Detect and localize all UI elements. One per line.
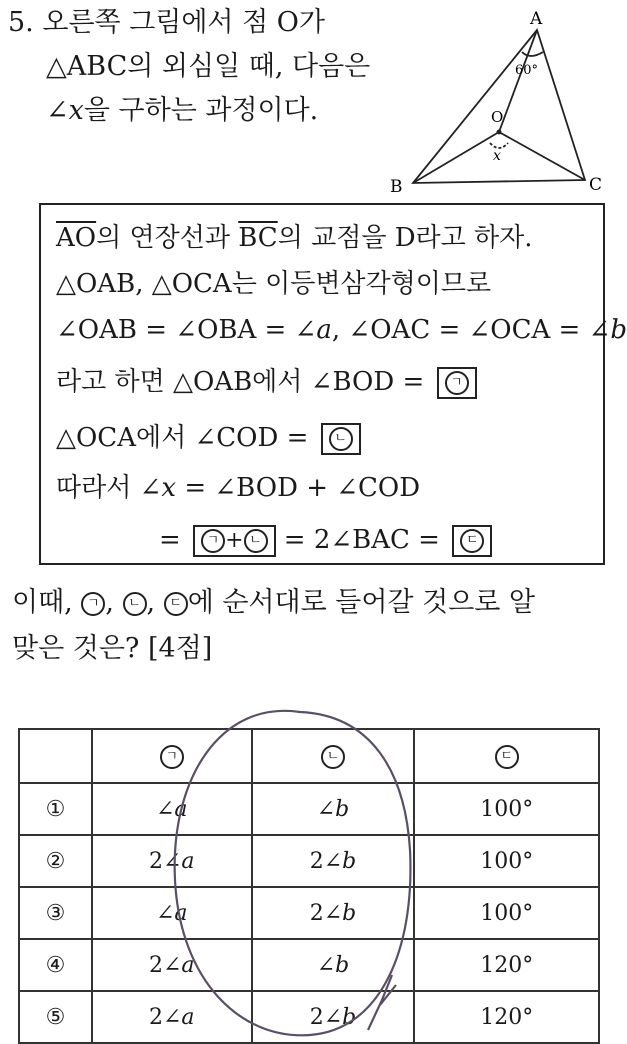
header-cell-3 [414,729,599,783]
var-a: a [174,900,188,926]
proof-text: 따라서 ∠ [56,473,162,503]
var-b: b [335,796,350,822]
circled-mark-2: ㄴ [123,592,147,616]
table-header-row [19,729,599,783]
choice-col-1 [92,991,252,1043]
label-o: O [491,108,504,126]
answer-box-3 [452,525,492,557]
var-b: b [335,952,350,978]
answer-box-sum [193,525,275,557]
question-number: 5. [8,7,34,38]
var-a: a [316,315,332,345]
choice-col-3: 100° [414,887,599,939]
circled-mark-3: ㄷ [460,529,484,553]
segment-ao [499,30,537,132]
cell-text: ∠ [316,952,336,978]
circled-mark-3: ㄷ [164,592,188,616]
proof-line-2: △OAB, △OCA는 이등변삼각형이므로 [56,269,492,299]
label-angle-a: 60° [515,63,539,78]
choice-number[interactable]: ② [19,835,92,887]
proof-line-1 [56,221,533,255]
angle-a-arc [522,52,543,56]
label-angle-x: x [493,148,501,164]
choice-col-2 [252,887,415,939]
table-row[interactable] [19,991,599,1043]
plus-sign: + [225,528,244,553]
follow-line-1 [12,586,535,620]
choice-col-2 [252,939,415,991]
separator: , [105,587,123,618]
proof-text: ∠OAB = ∠OBA = ∠ [56,315,317,345]
choice-number[interactable]: ③ [19,887,92,939]
label-a: A [530,9,543,29]
segment-bo [413,132,499,183]
question-line-1 [8,6,325,40]
proof-text: = 2∠BAC = [275,525,449,555]
table-row[interactable] [19,783,599,835]
var-a: a [181,952,195,978]
cell-text: 2∠ [148,952,182,978]
var-a: a [174,796,188,822]
table-row[interactable] [19,835,599,887]
table-row[interactable] [19,939,599,991]
question-line-3 [46,94,318,128]
cell-text: ∠ [316,796,336,822]
proof-line-7 [159,523,492,557]
choice-col-2 [252,835,415,887]
cell-text: ∠ [155,900,175,926]
choice-col-1 [92,783,252,835]
proof-text: = ∠BOD + ∠COD [176,473,421,503]
choice-col-3: 120° [414,939,599,991]
question-text-1: 오른쪽 그림에서 점 O가 [42,7,325,38]
proof-line-3 [56,313,627,347]
header-cell-1 [92,729,252,783]
var-b: b [610,315,627,345]
choice-number[interactable]: ④ [19,939,92,991]
choice-col-2 [252,783,415,835]
circled-mark-1: ㄱ [81,592,105,616]
separator: , [146,587,164,618]
circled-mark-1: ㄱ [160,745,184,769]
choices-table [18,728,600,1044]
header-cell-empty [19,729,92,783]
circled-mark-1: ㄱ [445,371,469,395]
proof-line-6 [56,471,420,505]
cell-text: 2∠ [148,1004,182,1030]
circled-mark-2: ㄴ [329,427,353,451]
var-b: b [342,900,357,926]
choice-number[interactable]: ⑤ [19,991,92,1043]
cell-text: 2∠ [309,900,343,926]
segment-bc-text: $\overline{BC}$ [238,223,278,253]
question-line-2: △ABC의 외심일 때, 다음은 [46,51,371,82]
label-b: B [390,177,403,197]
cell-text: 2∠ [309,1004,343,1030]
var-x: x [161,473,177,503]
answer-box-2 [321,423,361,455]
cell-text: 2∠ [309,848,343,874]
var-b: b [342,1004,357,1030]
label-c: C [589,175,603,195]
cell-text: 2∠ [148,848,182,874]
circled-mark-2: ㄴ [321,745,345,769]
choice-col-1 [92,835,252,887]
choice-col-1 [92,939,252,991]
choice-col-1 [92,887,252,939]
choice-col-3: 100° [414,835,599,887]
proof-line-4 [56,365,477,399]
cell-text: ∠ [155,796,175,822]
equals-sign: = [159,525,181,555]
point-o [497,130,502,135]
follow-line-2: 맞은 것은? [4점] [12,633,213,664]
proof-text: △OCA에서 ∠COD = [56,423,309,453]
choice-number[interactable]: ① [19,783,92,835]
proof-line-5 [56,421,361,455]
choice-col-3: 120° [414,991,599,1043]
segment-ao-text: $\overline{AO}$ [56,223,97,253]
proof-text: 의 교점을 D라고 하자. [277,223,533,253]
choice-col-2 [252,991,415,1043]
var-b: b [342,848,357,874]
proof-text: 의 연장선과 [96,223,239,253]
angle-symbol: ∠ [46,95,69,126]
triangle-figure [380,0,615,200]
proof-text: , ∠OAC = ∠OCA = ∠ [331,315,611,345]
circled-mark-3: ㄷ [495,745,519,769]
circled-mark-2: ㄴ [244,529,268,553]
follow-text: 이때, [12,587,82,618]
proof-text: 라고 하면 △OAB에서 ∠BOD = [56,367,425,397]
choice-col-3: 100° [414,783,599,835]
question-text-3: 을 구하는 과정이다. [83,95,319,126]
var-a: a [181,848,195,874]
circled-mark-1: ㄱ [201,529,225,553]
header-cell-2 [252,729,415,783]
var-a: a [181,1004,195,1030]
table-row[interactable] [19,887,599,939]
answer-box-1 [437,367,477,399]
var-x: x [68,95,84,126]
follow-text: 에 순서대로 들어갈 것으로 알 [187,587,536,618]
proof-box [39,203,627,565]
